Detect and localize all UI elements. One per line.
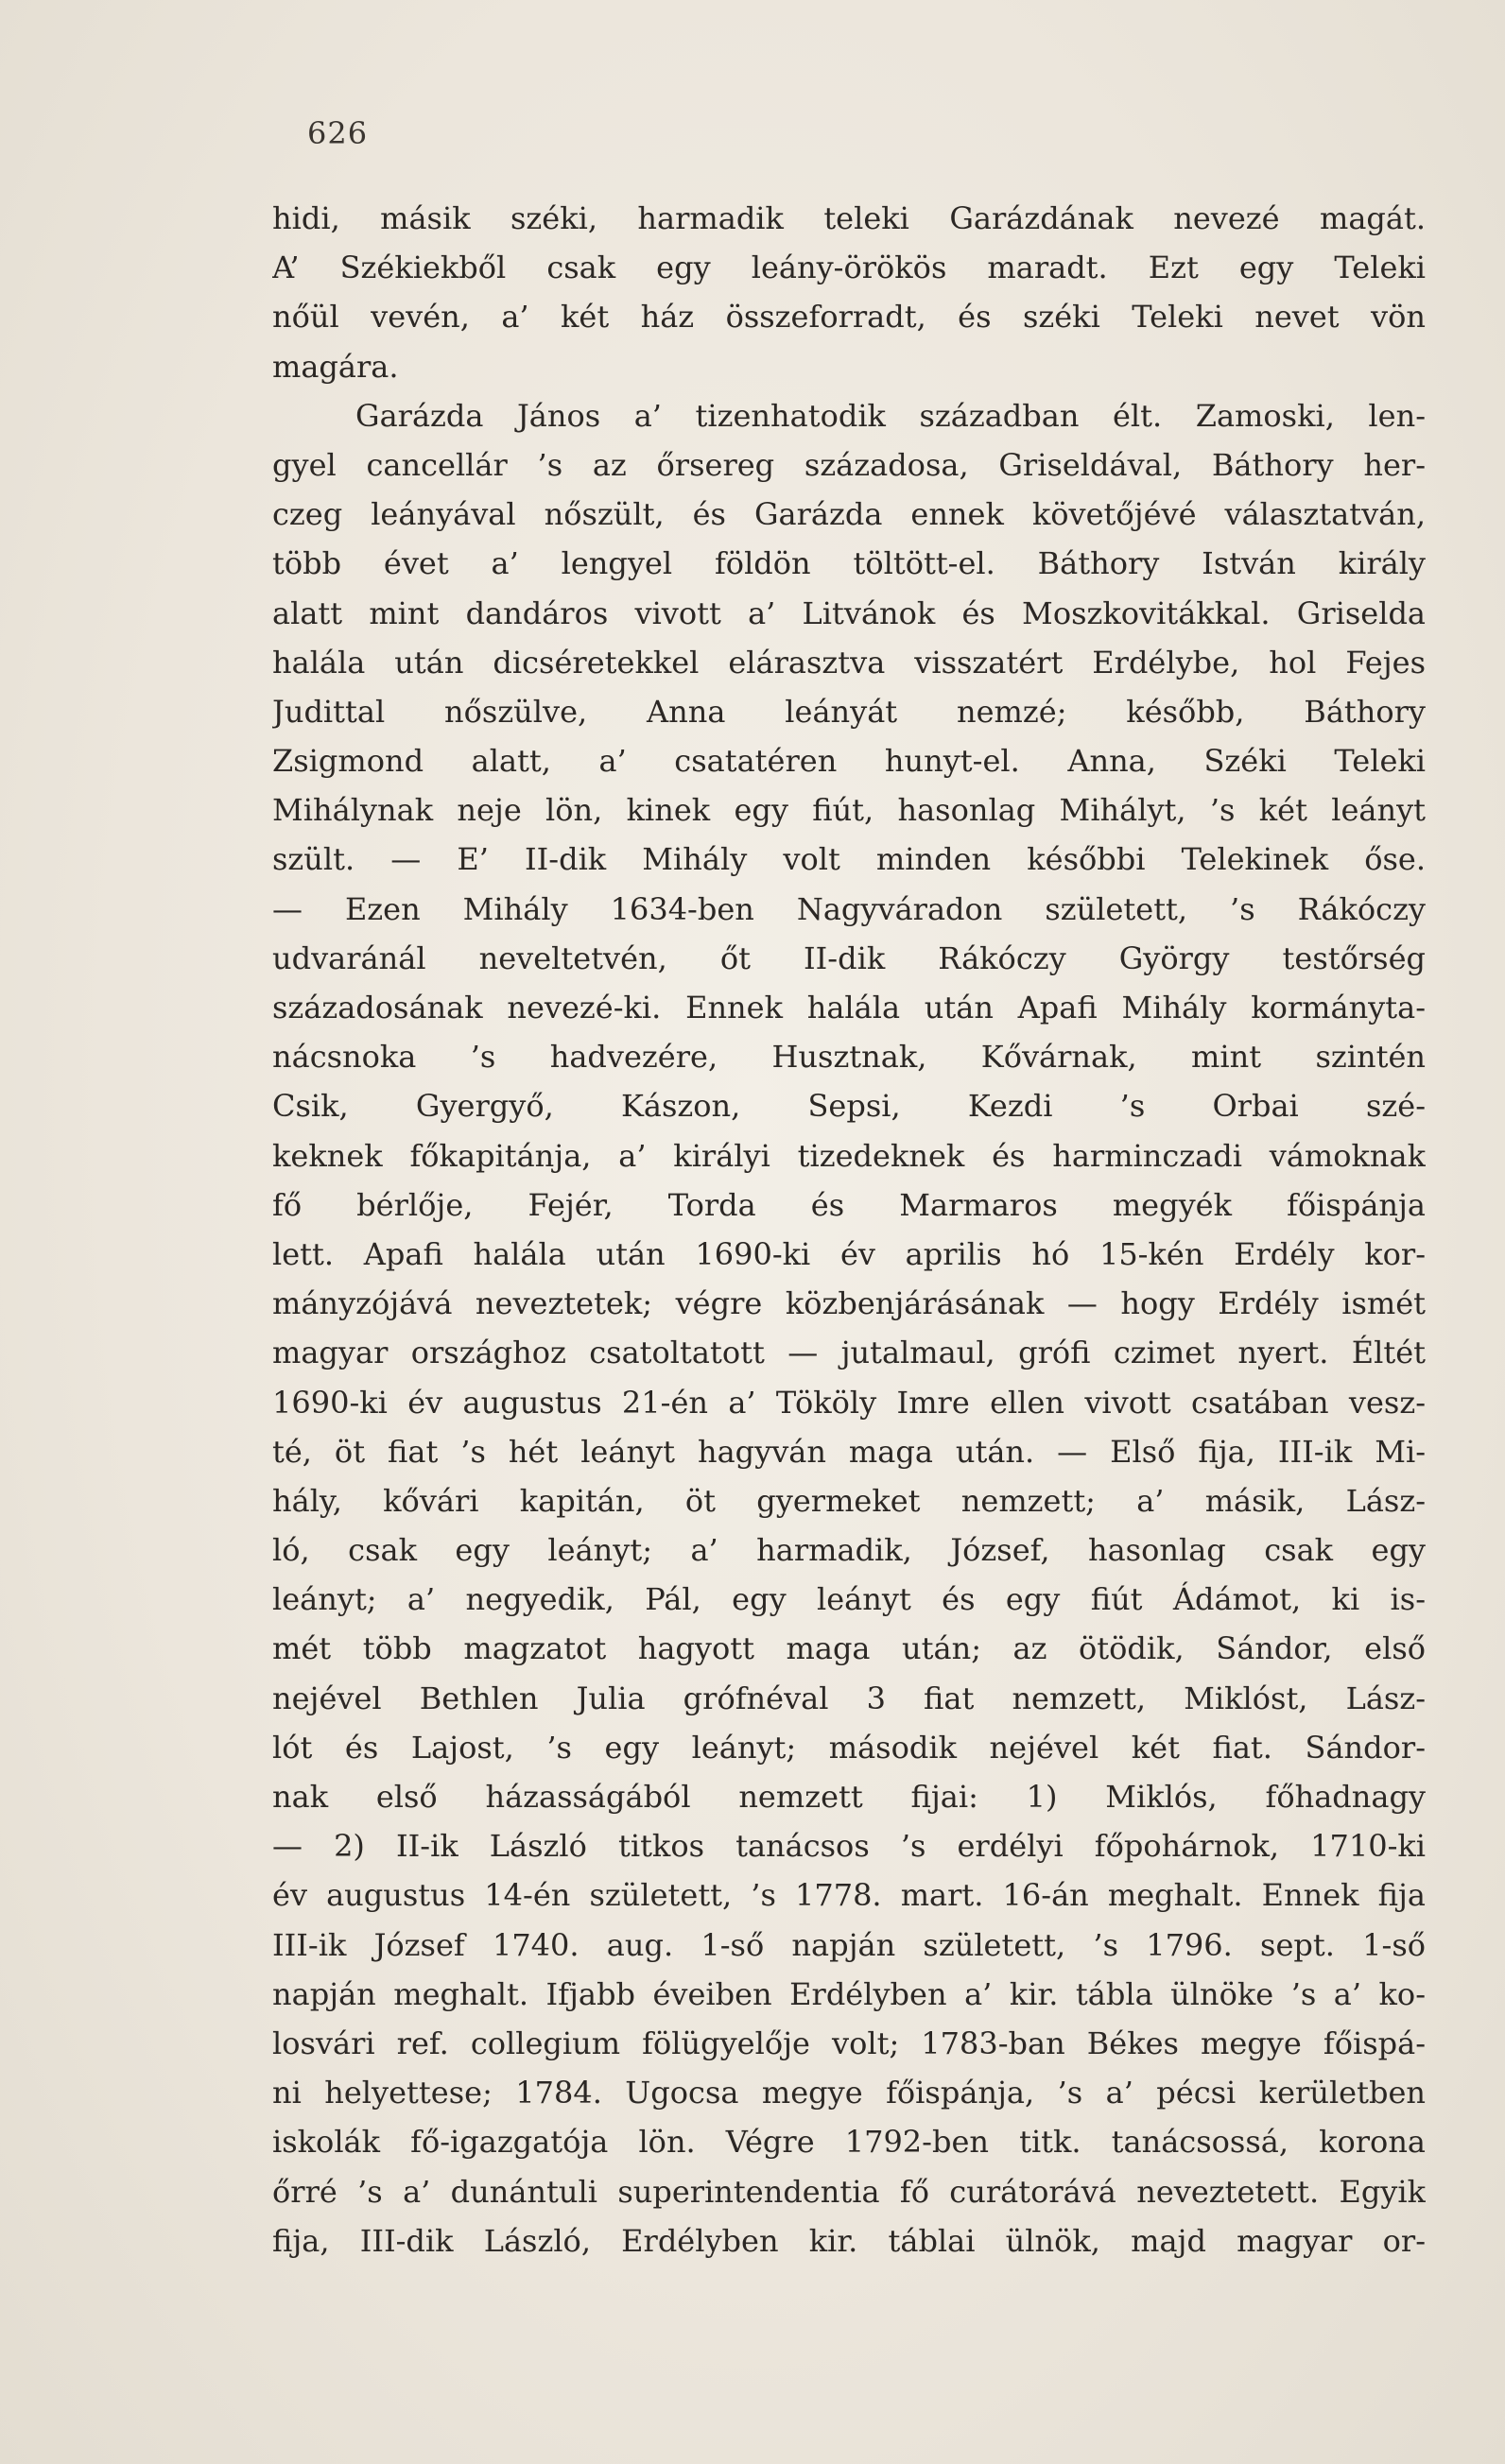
text-line: Mihálynak neje lön, kinek egy fiút, hasonlag Mihályt, ’s két leányt (272, 792, 1426, 829)
text-line: A’ Székiekből csak egy leány-örökös maradt. Ezt egy Teleki (272, 250, 1426, 286)
text-line: III-ik József 1740. aug. 1-ső napján született, ’s 1796. sept. 1-ső (272, 1926, 1426, 1963)
text-line: gyel cancellár ’s az őrsereg századosa, Griseldával, Báthory her- (272, 446, 1426, 483)
text-line: ni helyettese; 1784. Ugocsa megye főispánja, ’s a’ pécsi kerületben (272, 2075, 1426, 2111)
text-line: Judittal nőszülve, Anna leányát nemzé; később, Báthory (272, 693, 1426, 730)
text-line: — Ezen Mihály 1634-ben Nagyváradon született, ’s Rákóczy (272, 890, 1426, 927)
text-line: szült. — E’ II-dik Mihály volt minden későbbi Telekinek őse. (272, 841, 1426, 878)
text-line: magyar országhoz csatoltatott — jutalmaul, grófi czimet nyert. Éltét (272, 1335, 1426, 1371)
text-line: 1690-ki év augustus 21-én a’ Tököly Imre ellen vivott csatában vesz- (272, 1384, 1426, 1421)
text-line: nácsnoka ’s hadvezére, Husztnak, Kővárnak, mint szintén (272, 1039, 1426, 1076)
text-line: mét több magzatot hagyott maga után; az ötödik, Sándor, első (272, 1630, 1426, 1667)
text-line: ló, csak egy leányt; a’ harmadik, József, hasonlag csak egy (272, 1532, 1426, 1569)
text-line: leányt; a’ negyedik, Pál, egy leányt és egy fiút Ádámot, ki is- (272, 1581, 1426, 1618)
text-line: hidi, másik széki, harmadik teleki Garázdának nevezé magát. (272, 200, 1426, 236)
text-line: fő bérlője, Fejér, Torda és Marmaros megyék főispánja (272, 1186, 1426, 1223)
text-line: lót és Lajost, ’s egy leányt; második nejével két fiat. Sándor- (272, 1729, 1426, 1766)
text-line: Garázda János a’ tizenhatodik században élt. Zamoski, len- (355, 397, 1426, 434)
text-line: fija, III-dik László, Erdélyben kir. táblai ülnök, majd magyar or- (272, 2222, 1426, 2259)
text-line: czeg leányával nőszült, és Garázda ennek követőjévé választatván, (272, 496, 1426, 533)
text-line: mányzójává neveztetek; végre közbenjárásának — hogy Erdély ismét (272, 1285, 1426, 1322)
text-line: őrré ’s a’ dunántuli superintendentia fő curátorává neveztetett. Egyik (272, 2173, 1426, 2210)
text-line: nejével Bethlen Julia grófnéval 3 fiat nemzett, Miklóst, Lász- (272, 1680, 1426, 1716)
text-line: té, öt fiat ’s hét leányt hagyván maga után. — Első fija, III-ik Mi- (272, 1433, 1426, 1470)
text-line: Zsigmond alatt, a’ csatatéren hunyt-el. Anna, Széki Teleki (272, 743, 1426, 780)
body-text (272, 194, 1426, 2266)
text-line: magára. (272, 348, 399, 385)
text-line: — 2) II-ik László titkos tanácsos ’s erdélyi főpohárnok, 1710-ki (272, 1828, 1426, 1865)
text-line: alatt mint dandáros vivott a’ Litvánok és Moszkovitákkal. Griselda (272, 594, 1426, 631)
text-line: keknek főkapitánja, a’ királyi tizedeknek és harminczadi vámoknak (272, 1137, 1426, 1174)
text-line: losvári ref. collegium fölügyelője volt; 1783-ban Békes megye főispá- (272, 2025, 1426, 2061)
text-line: lett. Apafi halála után 1690-ki év aprilis hó 15-kén Erdély kor- (272, 1235, 1426, 1272)
text-line: nak első házasságából nemzett fijai: 1) Miklós, főhadnagy (272, 1779, 1426, 1815)
text-line: iskolák fő-igazgatója lön. Végre 1792-ben titk. tanácsossá, korona (272, 2124, 1426, 2161)
text-line: udvaránál neveltetvén, őt II-dik Rákóczy György testőrség (272, 939, 1426, 976)
page-number: 626 (307, 115, 369, 151)
text-line: hály, kővári kapitán, öt gyermeket nemzett; a’ másik, Lász- (272, 1482, 1426, 1519)
text-line: századosának nevezé-ki. Ennek halála után Apafi Mihály kormányta- (272, 990, 1426, 1025)
text-line: év augustus 14-én született, ’s 1778. mart. 16-án meghalt. Ennek fija (272, 1877, 1426, 1914)
text-line: több évet a’ lengyel földön töltött-el. Báthory István király (272, 545, 1426, 582)
text-line: Csik, Gyergyő, Kászon, Sepsi, Kezdi ’s Orbai szé- (272, 1088, 1426, 1125)
text-line: halála után dicséretekkel elárasztva visszatért Erdélybe, hol Fejes (272, 644, 1426, 681)
text-line: napján meghalt. Ifjabb éveiben Erdélyben a’ kir. tábla ülnöke ’s a’ ko- (272, 1975, 1426, 2012)
text-line: nőül vevén, a’ két ház összeforradt, és széki Teleki nevet vön (272, 299, 1426, 336)
